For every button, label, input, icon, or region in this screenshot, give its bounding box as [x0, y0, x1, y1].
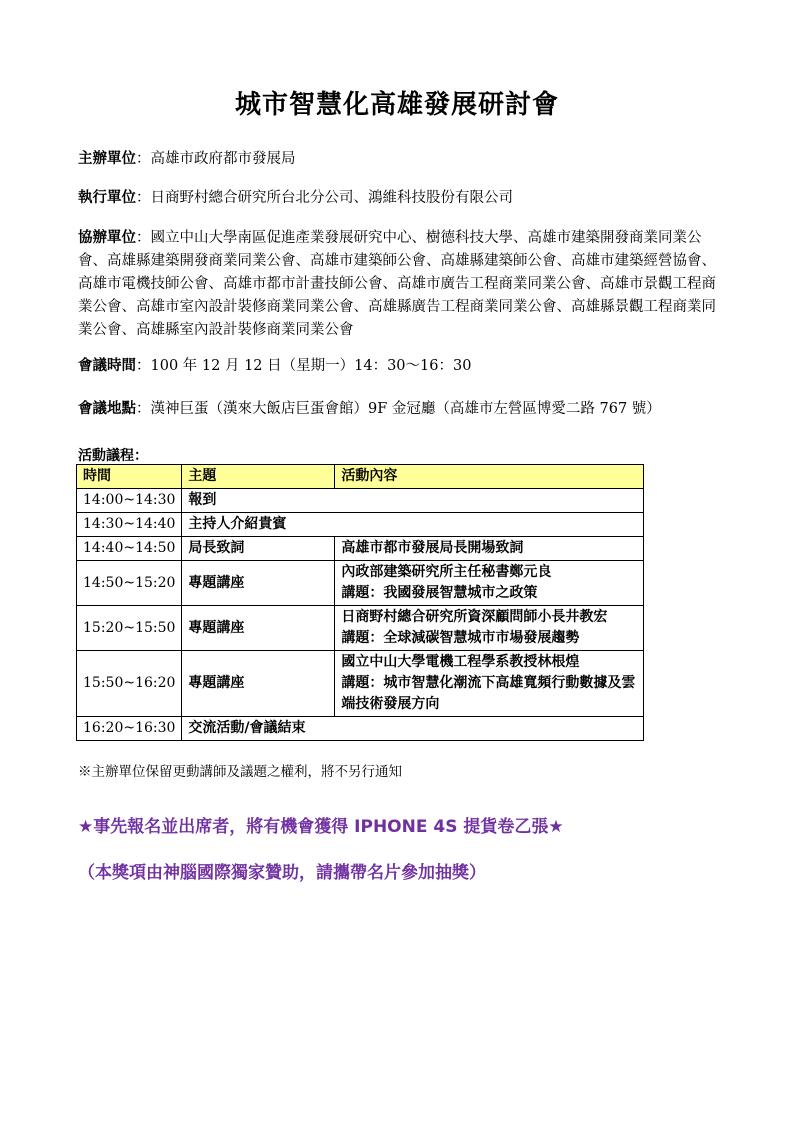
meeting-time-value: ：100 年 12 月 12 日（星期一）14：30～16：30 — [136, 358, 472, 374]
row-topic: 專題講座 — [182, 606, 335, 651]
executor-label: 執行單位 — [78, 190, 136, 206]
agenda-note: ※主辦單位保留更動講師及議題之權利，將不另行通知 — [78, 764, 402, 780]
table-row — [77, 537, 644, 561]
meeting-place-value: ：漢神巨蛋（漢來大飯店巨蛋會館）9F 金冠廳（高雄市左營區博愛二路 767 號） — [136, 401, 661, 417]
speaker-text: 內政部建築研究所主任秘書鄭元良 — [341, 564, 552, 580]
page-title: 城市智慧化高雄發展研討會 — [234, 90, 559, 120]
row-content: 高雄市都市發展局長開場致詞 — [335, 537, 644, 561]
co-organizer-block — [78, 227, 728, 342]
agenda-heading: 活動議程： — [78, 448, 148, 464]
row-time: 14:00~14:30 — [77, 489, 182, 513]
promo-text: ★事先報名並出席者，將有機會獲得 IPHONE 4S 提貨卷乙張★ — [78, 817, 564, 837]
speaker-text: 國立中山大學電機工程學系教授林根煌 — [341, 654, 580, 670]
row-content — [335, 561, 644, 606]
table-row — [77, 561, 644, 606]
header-content: 活動內容 — [335, 465, 644, 489]
row-topic: 交流活動/會議結束 — [182, 717, 644, 741]
table-row — [77, 513, 644, 537]
co-organizer-value: ：國立中山大學南區促進產業發展研究中心、樹德科技大學、高雄市建築開發商業同業公會、高雄縣建築開發商業同業公會、高雄市建築師公會、高雄縣建築師公會、高雄市建築經營協會、高雄市電機技師公會、高雄市都市計畫技師公會、高雄市廣告工程商業同業公會、高雄市景觀工程商業公會、高雄市室內設計裝修商業同業公會、高雄縣廣告工程商業同業公會、高雄縣景觀工程商業同業公會、高雄縣室內設計裝修商業同業公會 — [78, 230, 716, 338]
organizer-line — [78, 148, 728, 171]
meeting-time-line — [78, 355, 728, 378]
row-time: 16:20~16:30 — [77, 717, 182, 741]
lecture-title: 講題：我國發展智慧城市之政策 — [341, 585, 538, 601]
header-time: 時間 — [77, 465, 182, 489]
meeting-place-label: 會議地點 — [78, 401, 136, 417]
row-topic: 主持人介紹貴賓 — [182, 513, 644, 537]
table-row — [77, 651, 644, 717]
speaker-text: 日商野村總合研究所資深顧問師小長井教宏 — [341, 609, 608, 625]
row-time: 14:30~14:40 — [77, 513, 182, 537]
row-topic: 專題講座 — [182, 561, 335, 606]
promo-sponsor-note: （本獎項由神腦國際獨家贊助，請攜帶名片參加抽獎） — [78, 863, 486, 883]
organizer-label: 主辦單位 — [78, 151, 136, 167]
header-topic: 主題 — [182, 465, 335, 489]
executor-line — [78, 187, 728, 210]
agenda-header-row — [77, 465, 644, 489]
row-topic: 報到 — [182, 489, 644, 513]
lecture-title: 講題：城市智慧化潮流下高雄寬頻行動數據及雲端技術發展方向 — [341, 675, 636, 712]
row-time: 15:20~15:50 — [77, 606, 182, 651]
executor-value: ：日商野村總合研究所台北分公司、鴻維科技股份有限公司 — [136, 190, 513, 206]
row-time: 14:50~15:20 — [77, 561, 182, 606]
co-organizer-label: 協辦單位 — [78, 230, 136, 246]
table-row — [77, 606, 644, 651]
row-time: 14:40~14:50 — [77, 537, 182, 561]
table-row — [77, 717, 644, 741]
meeting-time-label: 會議時間 — [78, 358, 136, 374]
organizer-value: ：高雄市政府都市發展局 — [136, 151, 296, 167]
row-topic: 局長致詞 — [182, 537, 335, 561]
row-content — [335, 651, 644, 717]
table-row — [77, 489, 644, 513]
row-content — [335, 606, 644, 651]
lecture-title: 講題：全球減碳智慧城市市場發展趨勢 — [341, 630, 580, 646]
row-time: 15:50~16:20 — [77, 651, 182, 717]
agenda-table — [76, 464, 644, 741]
meeting-place-line — [78, 398, 728, 421]
row-topic: 專題講座 — [182, 651, 335, 717]
